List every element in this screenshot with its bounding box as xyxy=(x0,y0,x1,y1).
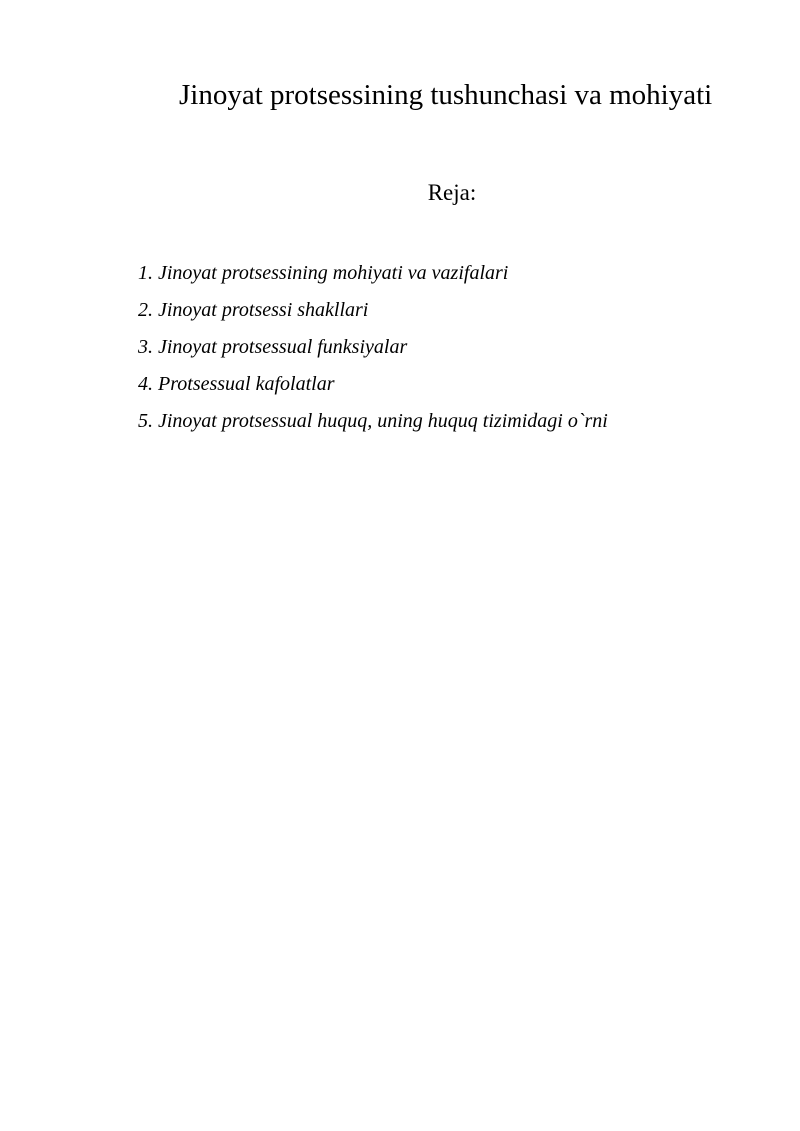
plan-item: 4. Protsessual kafolatlar xyxy=(138,373,335,395)
plan-item: 1. Jinoyat protsessining mohiyati va vazifalari xyxy=(138,262,509,284)
plan-item: 2. Jinoyat protsessi shakllari xyxy=(138,299,369,321)
plan-heading: Reja: xyxy=(427,180,477,205)
plan-list xyxy=(138,259,608,444)
plan-item: 3. Jinoyat protsessual funksiyalar xyxy=(138,336,408,358)
document-title: Jinoyat protsessining tushunchasi va mohiyati xyxy=(179,79,713,111)
plan-item: 5. Jinoyat protsessual huquq, uning huquq tizimidagi o`rni xyxy=(138,410,608,432)
